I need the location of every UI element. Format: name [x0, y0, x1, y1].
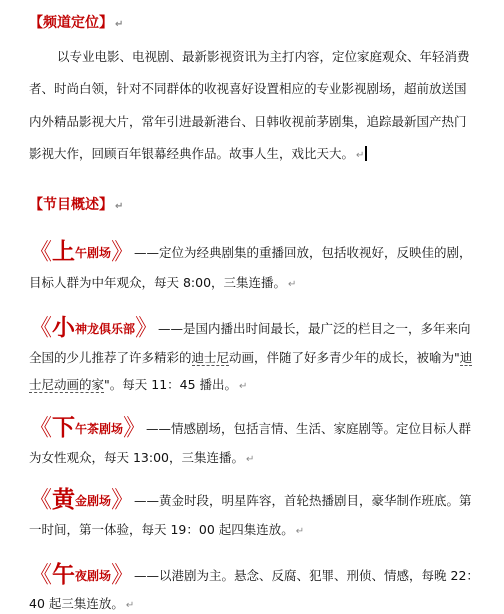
text-cursor: [365, 146, 367, 161]
program-afternoon-tea-line-1: [29, 414, 472, 441]
program-dragon-club-line-1: [29, 314, 471, 341]
body-line-1: 以专业电影、电视剧、最新影视资讯为主打内容，定位家庭观众、年轻消费: [57, 49, 470, 64]
title-close-bracket: 》: [111, 562, 135, 588]
title-open-bracket: 《: [29, 562, 52, 588]
title-sub: 午剧场: [75, 246, 112, 260]
title-big-char: 上: [52, 238, 75, 265]
paragraph-mark-icon: ↵: [288, 279, 297, 290]
title-big-char: 小: [52, 314, 75, 341]
title-big-char: 黄: [52, 486, 75, 513]
program-desc-highlight: 迪: [459, 350, 473, 365]
program-desc-highlight: 士尼动画的家: [29, 377, 105, 392]
program-desc: ——定位为经典剧集的重播回放，包括收视好，反映佳的剧，: [134, 245, 472, 260]
program-desc: ——情感剧场，包括言情、生活、家庭剧等。定位目标人群: [146, 421, 472, 436]
program-desc: 目标人群为中年观众，每天 8:00，三集连播。: [29, 275, 287, 290]
title-big-char: 下: [52, 414, 75, 441]
program-midnight-line-1: [29, 561, 479, 588]
heading-program-overview: [29, 197, 123, 215]
body-line-3: 内外精品影视大片，常年引进最新港台、日韩收视前茅剧集，追踪最新国产热门: [29, 114, 467, 129]
heading-text: 【频道定位】: [29, 15, 113, 31]
paragraph-mark-icon: ↵: [115, 19, 124, 30]
title-big-char: 午: [52, 561, 75, 588]
title-sub: 金剧场: [75, 494, 112, 508]
program-morning-line-1: [29, 238, 472, 265]
title-close-bracket: 》: [111, 487, 135, 513]
title-close-bracket: 》: [135, 315, 159, 341]
program-morning-line-2: [29, 275, 296, 293]
heading-channel-positioning: [29, 15, 123, 33]
program-dragon-club-line-2: [29, 350, 472, 366]
title-open-bracket: 《: [29, 415, 52, 441]
title-sub: 神龙俱乐部: [75, 322, 136, 336]
program-desc: 为女性观众，每天 13:00，三集连播。: [29, 450, 244, 465]
title-sub: 夜剧场: [75, 569, 112, 583]
program-desc: ——是国内播出时间最长，最广泛的栏目之一，多年来向: [158, 321, 471, 336]
program-desc: ——以港剧为主。悬念、反腐、犯罪、刑侦、情感，每晚 22：: [134, 568, 479, 583]
paragraph-mark-icon: ↵: [125, 600, 135, 611]
program-dragon-club-line-3: [29, 377, 247, 395]
program-desc: 一时间，第一体验，每天 19：00 起四集连放。: [29, 522, 294, 537]
program-desc: 动画，伴随了好多青少年的成长，被喻为": [229, 350, 460, 365]
program-desc: 40 起三集连放。: [29, 596, 124, 611]
body-line-2: 者、时尚白领，针对不同群体的收视喜好设置相应的专业影视剧场，超前放送国: [29, 81, 467, 96]
program-midnight-line-2: [29, 596, 134, 614]
paragraph-mark-icon: ↵: [239, 381, 248, 392]
paragraph-mark-icon: ↵: [356, 150, 365, 161]
program-afternoon-tea-line-2: [29, 450, 254, 468]
title-open-bracket: 《: [29, 239, 52, 265]
title-close-bracket: 》: [123, 415, 147, 441]
title-close-bracket: 》: [111, 239, 135, 265]
body-line-4: [29, 146, 367, 164]
program-desc-highlight: 迪士尼: [191, 350, 230, 365]
heading-text: 【节目概述】: [29, 197, 113, 213]
title-open-bracket: 《: [29, 315, 52, 341]
program-desc: "。每天 11：45 播出。: [104, 377, 238, 392]
paragraph-mark-icon: ↵: [115, 201, 124, 212]
program-golden-line-2: [29, 522, 304, 540]
body-line-4-text: 影视大作，回顾百年银幕经典作品。故事人生，戏比天大。: [29, 146, 355, 161]
title-open-bracket: 《: [29, 487, 52, 513]
paragraph-mark-icon: ↵: [246, 454, 255, 465]
program-golden-line-1: [29, 486, 472, 513]
program-desc: ——黄金时段，明星阵容，首轮热播剧目，豪华制作班底。第: [134, 493, 472, 508]
title-sub: 午茶剧场: [75, 422, 124, 436]
program-desc: 全国的少儿推荐了许多精彩的: [29, 350, 192, 365]
paragraph-mark-icon: ↵: [295, 526, 305, 537]
